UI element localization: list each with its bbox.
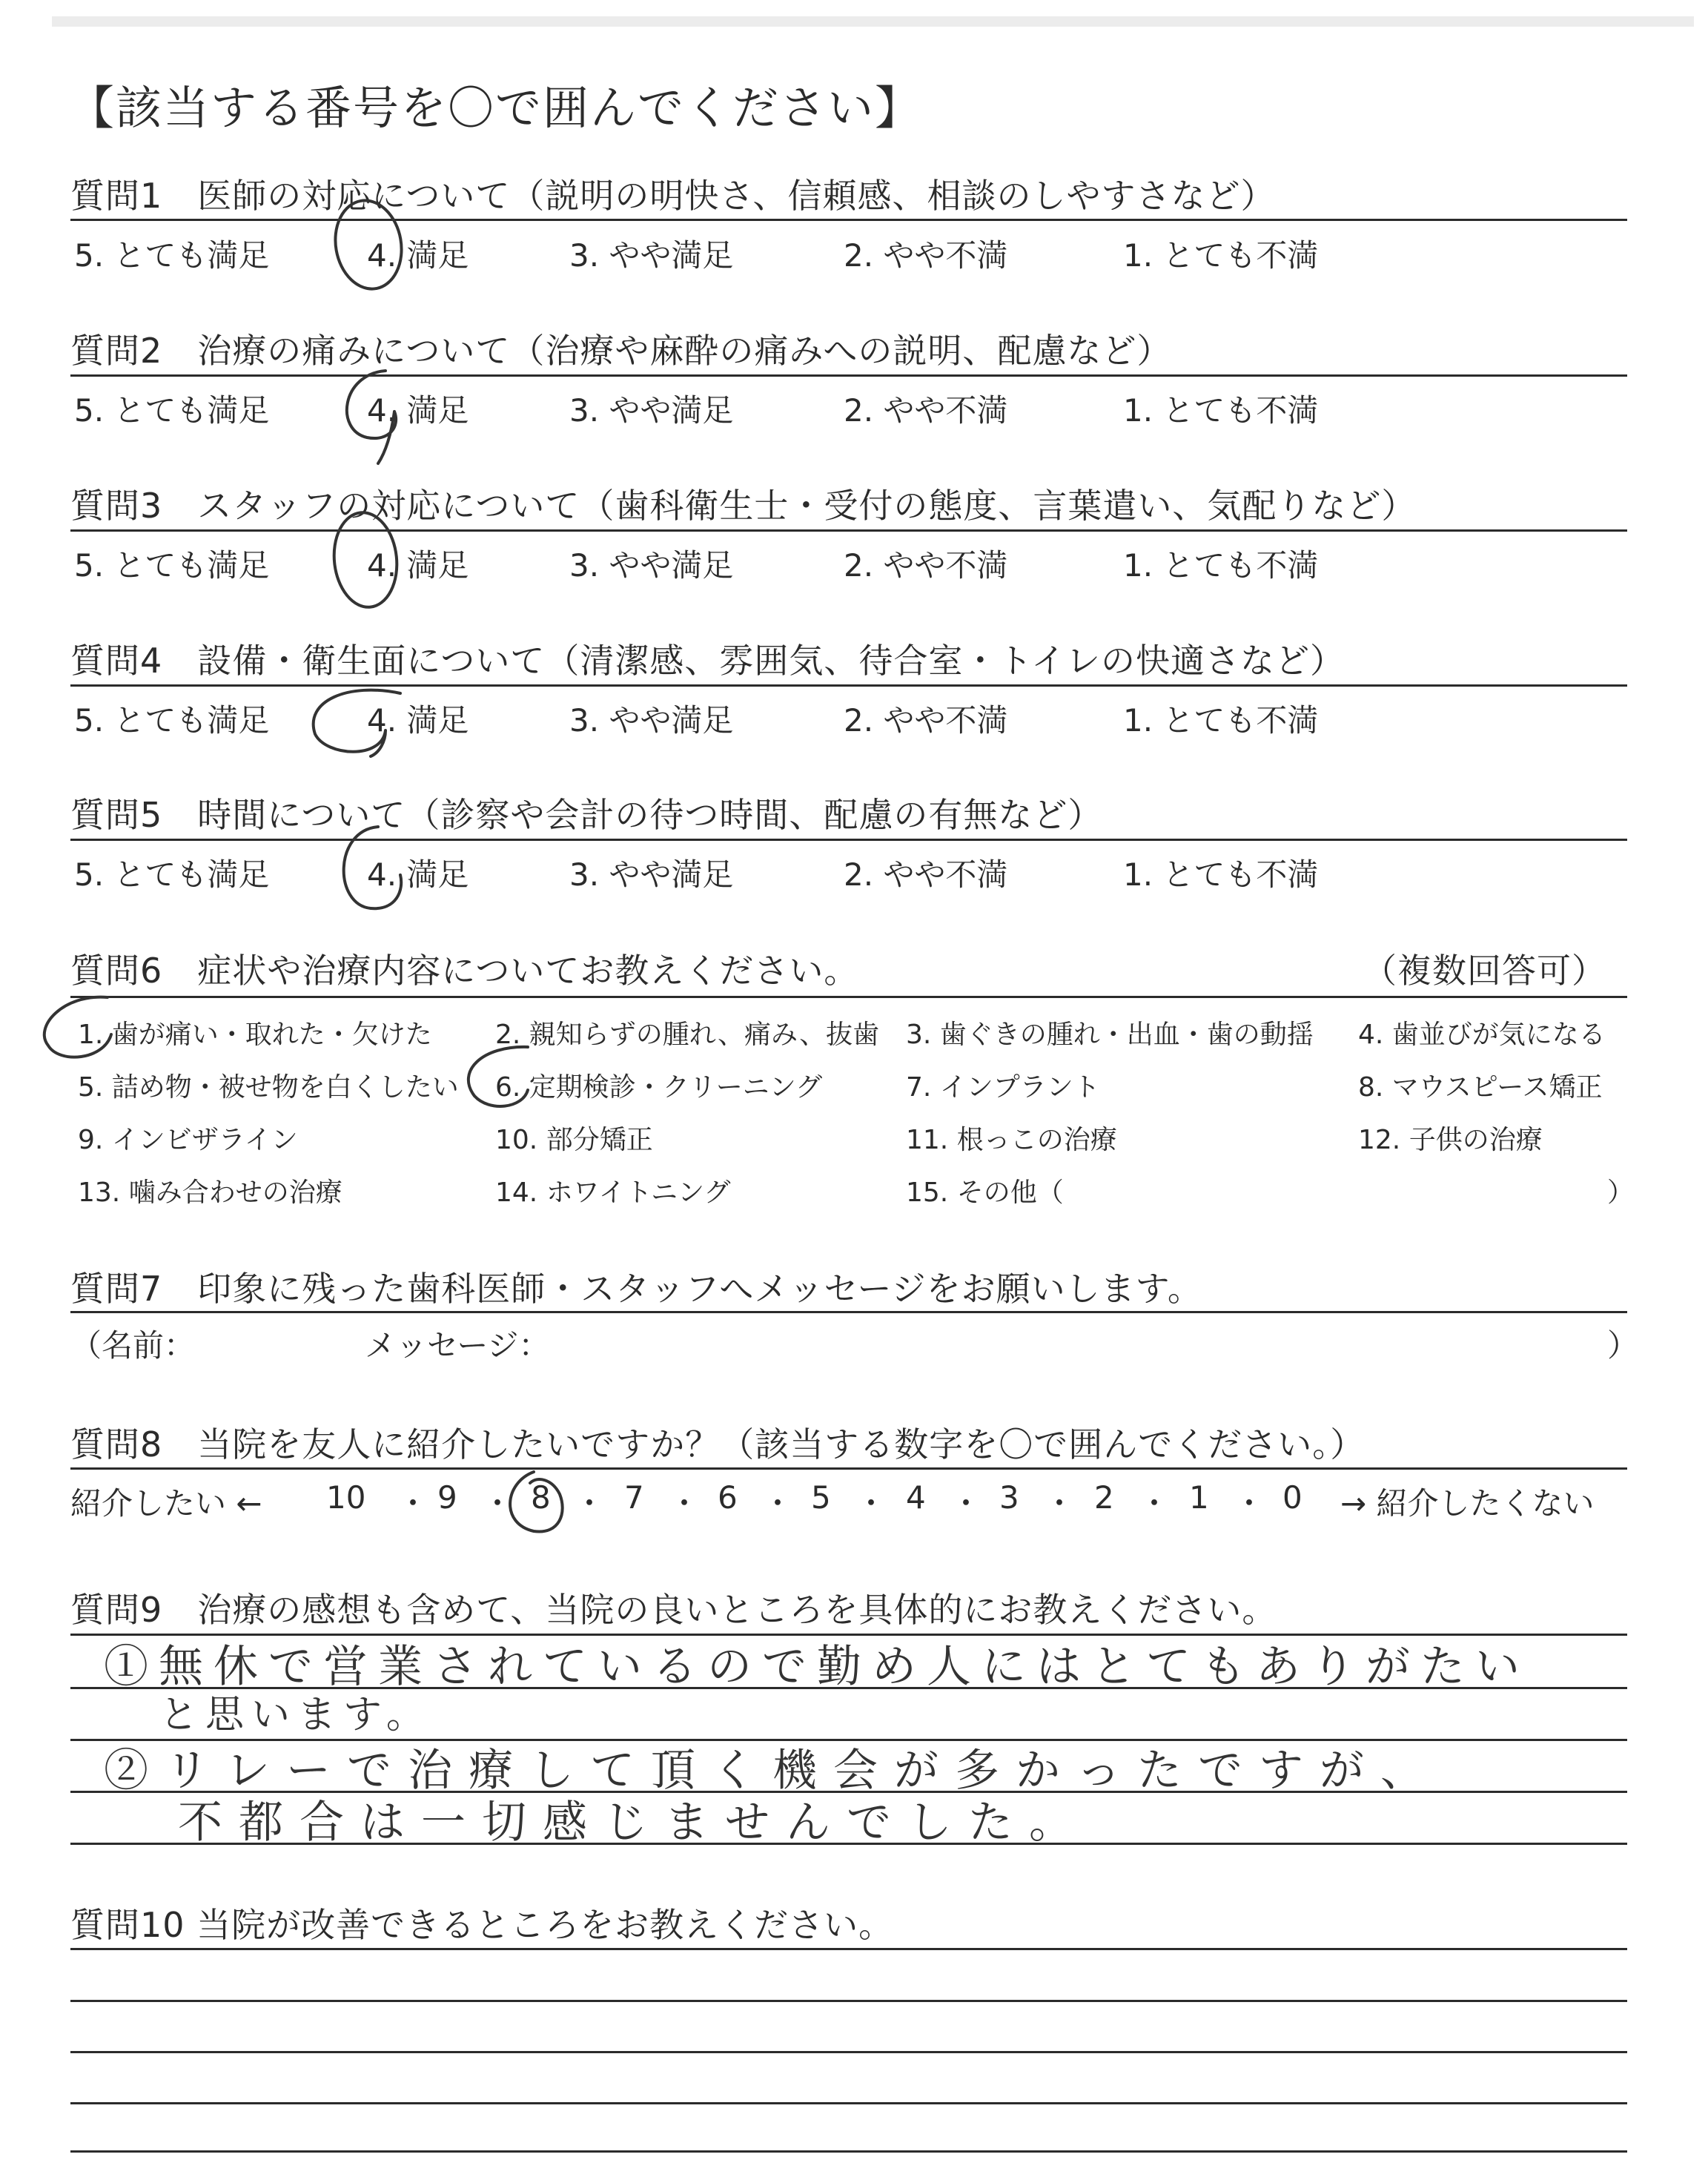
q8-sep: ・ [482,1485,514,1522]
q3-option-3[interactable]: 3. やや満足 [569,547,734,584]
q9-handwritten-line-2: と思います。 [159,1693,432,1737]
q4-option-2[interactable]: 2. やや不満 [844,702,1008,739]
q2-option-4[interactable]: 4. 満足 [367,392,469,429]
q8-sep: ・ [762,1485,794,1522]
q7-name-label: （名前： [70,1327,196,1364]
q6-item-9[interactable]: 9. インビザライン [78,1125,298,1155]
q6-item-2[interactable]: 2. 親知らずの腫れ、痛み、抜歯 [495,1020,880,1050]
q8-scale-8[interactable]: 8 [531,1479,551,1516]
q9-handwritten-line-1: ①無休で営業されているので勤め人にはとてもありがたい [104,1641,1530,1693]
q6-other-close-paren: ） [1607,1178,1635,1208]
q1-option-2[interactable]: 2. やや不満 [844,237,1008,274]
q9-handwritten-line-4: 不都合は一切感じませんでした。 [178,1797,1090,1849]
q8-sep: ・ [950,1485,982,1522]
q9-handwritten-line-3: ②リレーで治療して頂く機会が多かったですが、 [104,1745,1441,1797]
q8-scale-10[interactable]: 10 [326,1479,366,1516]
q4-option-4[interactable]: 4. 満足 [367,702,469,739]
q6-item-3[interactable]: 3. 歯ぐきの腫れ・出血・歯の動揺 [906,1020,1314,1050]
q8-scale-7[interactable]: 7 [624,1479,644,1516]
q8-sep: ・ [397,1485,429,1522]
q6-item-10[interactable]: 10. 部分矯正 [495,1125,653,1155]
q6-item-11[interactable]: 11. 根っこの治療 [906,1125,1117,1155]
q7-message-label: メッセージ： [365,1327,550,1364]
q5-option-3[interactable]: 3. やや満足 [569,856,734,893]
scan-edge [52,16,1694,27]
q6-item-13[interactable]: 13. 噛み合わせの治療 [78,1178,342,1208]
q4-option-3[interactable]: 3. やや満足 [569,702,734,739]
q10-answer-line[interactable] [70,2150,1627,2153]
q3-option-2[interactable]: 2. やや不満 [844,547,1008,584]
question-3-rule [70,529,1627,532]
q2-option-1[interactable]: 1. とても不満 [1123,392,1319,429]
q2-option-3[interactable]: 3. やや満足 [569,392,734,429]
q8-scale-0[interactable]: 0 [1282,1479,1302,1516]
question-4-rule [70,684,1627,687]
q6-item-7[interactable]: 7. インプラント [906,1072,1100,1103]
q3-option-1[interactable]: 1. とても不満 [1123,547,1319,584]
q8-sep: ・ [669,1485,701,1522]
q8-scale-4[interactable]: 4 [906,1479,926,1516]
q6-item-12[interactable]: 12. 子供の治療 [1358,1125,1543,1155]
q8-sep: ・ [1044,1485,1076,1522]
q6-item-15-other[interactable]: 15. その他（ [906,1178,1064,1208]
q8-scale-6[interactable]: 6 [718,1479,738,1516]
q5-option-4[interactable]: 4. 満足 [367,856,469,893]
question-6-note: （複数回答可） [1363,951,1606,991]
q6-item-4[interactable]: 4. 歯並びが気になる [1358,1020,1606,1050]
question-7-title: 質問7 印象に残った歯科医師・スタッフへメッセージをお願いします。 [70,1269,1202,1309]
q8-sep: ・ [574,1485,606,1522]
question-2-rule [70,374,1627,377]
question-2-title: 質問2 治療の痛みについて（治療や麻酔の痛みへの説明、配慮など） [70,331,1172,371]
q10-answer-line[interactable] [70,2000,1627,2002]
q8-left-label: 紹介したい ← [70,1485,262,1522]
question-9-title: 質問9 治療の感想も含めて、当院の良いところを具体的にお教えください。 [70,1590,1277,1630]
question-10-title: 質問10 当院が改善できるところをお教えください。 [70,1905,894,1945]
q4-option-1[interactable]: 1. とても不満 [1123,702,1319,739]
q1-option-3[interactable]: 3. やや満足 [569,237,734,274]
q8-scale-9[interactable]: 9 [437,1479,457,1516]
question-7-rule [70,1311,1627,1313]
q8-scale-1[interactable]: 1 [1189,1479,1209,1516]
q5-option-1[interactable]: 1. とても不満 [1123,856,1319,893]
q3-option-5[interactable]: 5. とても満足 [74,547,270,584]
question-5-rule [70,839,1627,841]
question-6-rule [70,996,1627,998]
question-3-title: 質問3 スタッフの対応について（歯科衛生士・受付の態度、言葉遣い、気配りなど） [70,486,1417,526]
q6-item-14[interactable]: 14. ホワイトニング [495,1178,731,1208]
q2-option-2[interactable]: 2. やや不満 [844,392,1008,429]
q8-sep: ・ [1234,1485,1265,1522]
q8-scale-3[interactable]: 3 [999,1479,1019,1516]
q7-close-paren: ） [1607,1327,1639,1364]
q10-answer-line[interactable] [70,2102,1627,2104]
q5-option-5[interactable]: 5. とても満足 [74,856,270,893]
q6-item-8[interactable]: 8. マウスピース矯正 [1358,1072,1603,1103]
q4-option-5[interactable]: 5. とても満足 [74,702,270,739]
q8-scale-2[interactable]: 2 [1094,1479,1114,1516]
question-5-title: 質問5 時間について（診察や会計の待つ時間、配慮の有無など） [70,795,1103,835]
q5-option-2[interactable]: 2. やや不満 [844,856,1008,893]
q6-item-6[interactable]: 6. 定期検診・クリーニング [495,1072,823,1103]
question-8-rule [70,1467,1627,1470]
question-1-title: 質問1 医師の対応について（説明の明快さ、信頼感、相談のしやすさなど） [70,176,1276,216]
question-8-title: 質問8 当院を友人に紹介したいですか？（該当する数字を〇で囲んでください。） [70,1424,1366,1464]
q8-scale-5[interactable]: 5 [811,1479,831,1516]
q1-option-4[interactable]: 4. 満足 [367,237,469,274]
question-1-rule [70,219,1627,221]
question-4-title: 質問4 設備・衛生面について（清潔感、雰囲気、待合室・トイレの快適さなど） [70,641,1345,681]
q1-option-5[interactable]: 5. とても満足 [74,237,270,274]
q6-item-1[interactable]: 1. 歯が痛い・取れた・欠けた [78,1020,432,1050]
q8-sep: ・ [855,1485,887,1522]
q8-right-label: → 紹介したくない [1340,1485,1595,1522]
page-title: 【該当する番号を〇で囲んでください】 [68,81,923,135]
q8-sep: ・ [1139,1485,1171,1522]
q6-item-5[interactable]: 5. 詰め物・被せ物を白くしたい [78,1072,459,1103]
q1-option-1[interactable]: 1. とても不満 [1123,237,1319,274]
question-6-title: 質問6 症状や治療内容についてお教えください。 [70,951,859,991]
q10-answer-line[interactable] [70,2051,1627,2053]
q3-option-4[interactable]: 4. 満足 [367,547,469,584]
q10-answer-line[interactable] [70,1948,1627,1950]
q2-option-5[interactable]: 5. とても満足 [74,392,270,429]
